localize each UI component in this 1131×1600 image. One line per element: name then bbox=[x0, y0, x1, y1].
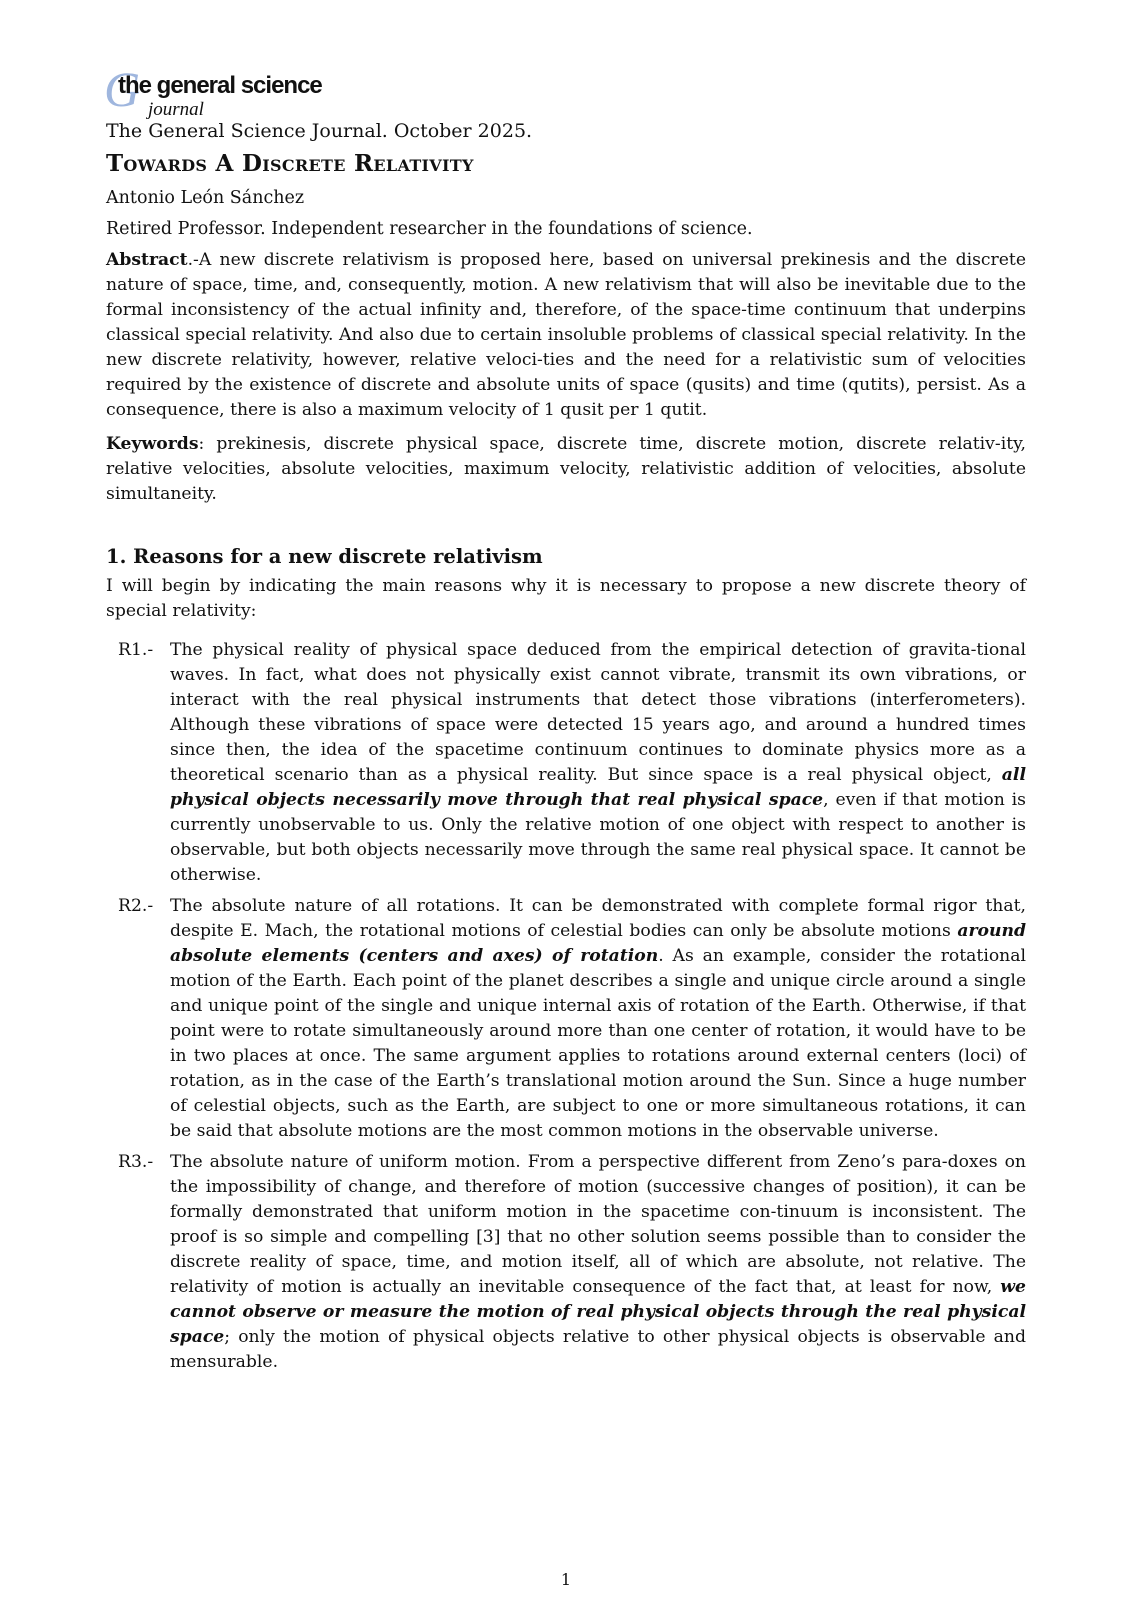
logo-line-1: the general science bbox=[118, 72, 322, 99]
reason-label: R2.- bbox=[118, 896, 154, 917]
reason-item bbox=[106, 1150, 1026, 1375]
reason-text: The absolute nature of all rotations. It can be demonstrated with complete formal rigor that, despite E. Mach, the rotational motions of celestial bodies can only be absolute motions bbox=[170, 896, 1026, 942]
reason-item bbox=[106, 638, 1026, 888]
abstract-text: .-A new discrete relativism is proposed here, based on universal prekinesis and the discrete nature of space, time, and, consequently, motion. A new relativism that will also be inevitable due to the formal inconsistency of the actual infinity and, therefore, of the space-time continuum that underpins classical special relativity. And also due to certain insoluble problems of classical special relativity. In the new discrete relativity, however, relative veloci-ties and the need for a relativistic sum of velocities required by the existence of discrete and absolute units of space (qusits) and time (qutits), persist. As a consequence, there is also a maximum velocity of 1 qusit per 1 qutit. bbox=[106, 250, 1026, 421]
abstract-label: Abstract bbox=[106, 250, 188, 271]
abstract bbox=[106, 248, 1026, 423]
reason-emphasis: all physical objects necessarily move through that real physical space bbox=[170, 765, 1026, 811]
reason-item bbox=[106, 894, 1026, 1144]
logo-mark: G bbox=[104, 61, 141, 117]
journal-line: The General Science Journal. October 2025. bbox=[106, 120, 533, 142]
author-affiliation: Retired Professor. Independent researcher in the foundations of science. bbox=[106, 218, 753, 239]
reason-text-cont: , even if that motion is currently unobservable to us. Only the relative motion of one object with respect to another is observable, but both objects necessarily move through the same real physical space. It cannot be otherwise. bbox=[170, 790, 1026, 886]
page-number: 1 bbox=[560, 1570, 572, 1589]
section-intro: I will begin by indicating the main reasons why it is necessary to propose a new discrete theory of special relativity: bbox=[106, 576, 1026, 622]
reason-label: R1.- bbox=[118, 640, 154, 661]
reason-label: R3.- bbox=[118, 1152, 154, 1173]
reason-emphasis: around absolute elements (centers and axes) of rotation bbox=[170, 921, 1026, 967]
reason-text: The absolute nature of uniform motion. From a perspective different from Zeno’s para-doxes on the impossibility of change, and therefore of motion (successive changes of position), it can be formally demonstrated that uniform motion in the spacetime con-tinuum is inconsistent. The proof is so simple and compelling [3] that no other solution seems possible than to consider the discrete reality of space, time, and motion itself, all of which are absolute, not relative. The relativity of motion is actually an inevitable consequence of the fact that, at least for now, bbox=[170, 1152, 1026, 1298]
keywords-label: Keywords bbox=[106, 434, 199, 455]
paper-title: Towards A Discrete Relativity bbox=[106, 149, 474, 177]
reason-text-cont: ; only the motion of physical objects relative to other physical objects is observable and mensurable. bbox=[170, 1327, 1026, 1373]
reason-text: The physical reality of physical space deduced from the empirical detection of gravita-tional waves. In fact, what does not physically exist cannot vibrate, transmit its own vibrations, or interact with the real physical instruments that detect those vibrations (interferometers). Although these vibrations of space were detected 15 years ago, and around a hundred times since then, the idea of the spacetime continuum continues to dominate physics more as a theoretical scenario than as a physical reality. But since space is a real physical object, bbox=[170, 640, 1026, 786]
journal-logo bbox=[104, 61, 346, 126]
reason-emphasis: we cannot observe or measure the motion of real physical objects through the real physical space bbox=[170, 1277, 1026, 1348]
author-name: Antonio León Sánchez bbox=[106, 187, 305, 208]
keywords bbox=[106, 432, 1026, 507]
logo-line-2: journal bbox=[148, 99, 204, 120]
keywords-text: : prekinesis, discrete physical space, discrete time, discrete motion, discrete relativ-ity, relative velocities, absolute velocities, maximum velocity, relativistic addition of velocities, absolute simultaneity. bbox=[106, 434, 1026, 505]
paper-page bbox=[104, 61, 1026, 1589]
reason-text-cont: . As an example, consider the rotational motion of the Earth. Each point of the planet describes a single and unique circle around a single and unique point of the single and unique internal axis of rotation of the Earth. Otherwise, if that point were to rotate simultaneously around more than one center of rotation, it would have to be in two places at once. The same argument applies to rotations around external centers (loci) of rotation, as in the case of the Earth’s translational motion around the Sun. Since a huge number of celestial objects, such as the Earth, are subject to one or more simultaneous rotations, it can be said that absolute motions are the most common motions in the observable universe. bbox=[170, 946, 1026, 1142]
section-heading: 1. Reasons for a new discrete relativism bbox=[106, 545, 543, 569]
